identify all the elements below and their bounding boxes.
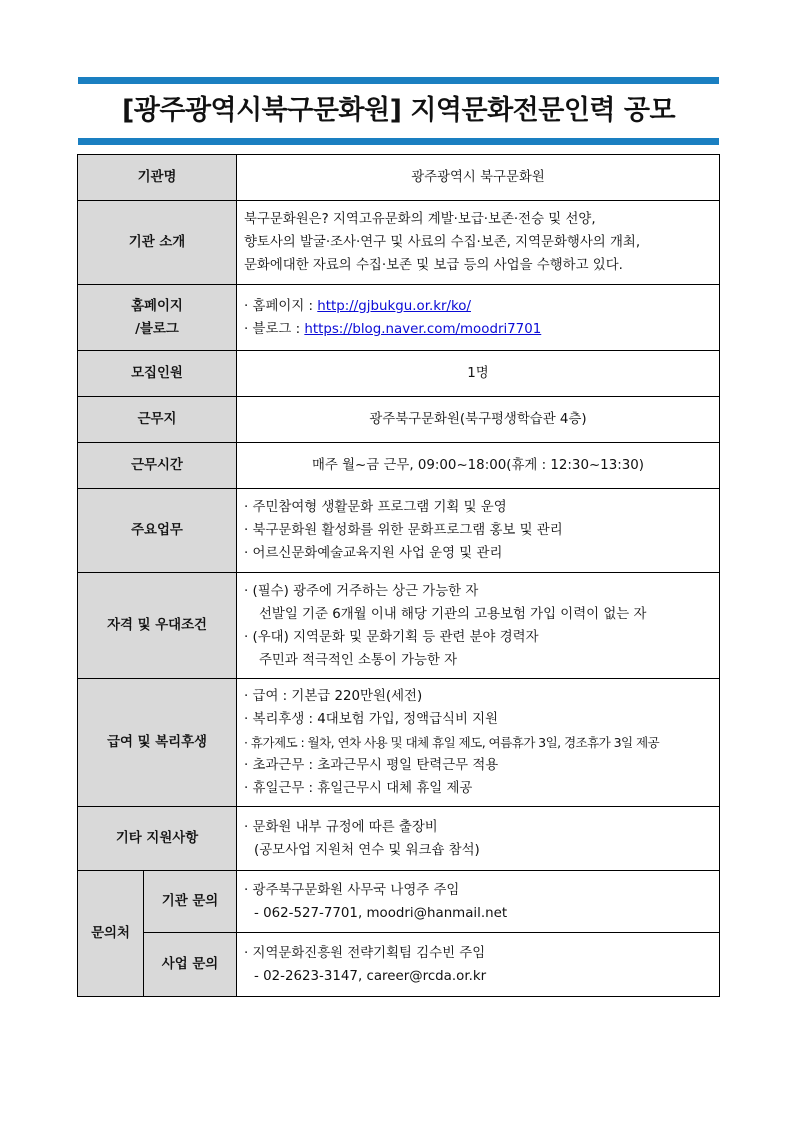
label-workplace: 근무지: [78, 397, 237, 443]
value-contact-program: [237, 933, 720, 997]
row-other: [78, 807, 720, 871]
value-workplace: 광주북구문화원(북구평생학습관 4층): [237, 397, 720, 443]
blog-link[interactable]: https://blog.naver.com/moodri7701: [304, 321, 542, 337]
contact-agency-line: - 062-527-7701, moodri@hanmail.net: [254, 905, 508, 921]
qualification-item: 주민과 적극적인 소통이 가능한 자: [259, 652, 458, 668]
benefit-item: · 휴일근무 : 휴일근무시 대체 휴일 제공: [244, 781, 473, 796]
row-agency: [78, 155, 720, 201]
label-homepage-line: 홈페이지: [131, 298, 183, 314]
label-benefits: 급여 및 복리후생: [78, 679, 237, 807]
qualification-item: 선발일 기준 6개월 이내 해당 기관의 고용보험 가입 이력이 없는 자: [259, 606, 647, 622]
value-recruit: 1명: [237, 351, 720, 397]
label-recruit: 모집인원: [78, 351, 237, 397]
row-benefits: [78, 679, 720, 807]
label-contact: 문의처: [78, 871, 144, 997]
label-other: 기타 지원사항: [78, 807, 237, 871]
value-homepage: [237, 285, 720, 351]
benefit-item: · 휴가제도 : 월차, 연차 사용 및 대체 휴일 제도, 여름휴가 3일, 경조휴가 3일 제공: [244, 735, 660, 750]
row-recruit: [78, 351, 720, 397]
duty-item: · 어르신문화예술교육지원 사업 운영 및 관리: [244, 546, 503, 561]
label-duties: 주요업무: [78, 489, 237, 573]
row-qualifications: [78, 573, 720, 679]
intro-line: 북구문화원은? 지역고유문화의 계발·보급·보존·전승 및 선양,: [244, 212, 596, 227]
row-homepage: [78, 285, 720, 351]
value-intro: [237, 201, 720, 285]
row-hours: [78, 443, 720, 489]
contact-program-line: · 지역문화진흥원 전략기획팀 김수빈 주임: [244, 945, 486, 961]
label-homepage: [78, 285, 237, 351]
value-agency: 광주광역시 북구문화원: [237, 155, 720, 201]
duty-item: · 북구문화원 활성화를 위한 문화프로그램 홍보 및 관리: [244, 523, 563, 538]
row-contact-program: [78, 933, 720, 997]
value-qualifications: [237, 573, 720, 679]
contact-agency-line: · 광주북구문화원 사무국 나영주 주임: [244, 882, 460, 898]
homepage-link[interactable]: http://gjbukgu.or.kr/ko/: [317, 298, 471, 314]
row-contact-agency: [78, 871, 720, 933]
blog-prefix: · 블로그 :: [244, 321, 305, 337]
title-rule-top: [78, 77, 719, 84]
row-workplace: [78, 397, 720, 443]
benefit-item: · 급여 : 기본급 220만원(세전): [244, 689, 423, 704]
label-contact-agency: 기관 문의: [144, 871, 237, 933]
intro-line: 향토사의 발굴·조사·연구 및 사료의 수집·보존, 지역문화행사의 개최,: [244, 235, 641, 250]
label-intro: 기관 소개: [78, 201, 237, 285]
label-blog-line: /블로그: [135, 321, 179, 337]
value-contact-agency: [237, 871, 720, 933]
label-qualifications: 자격 및 우대조건: [78, 573, 237, 679]
other-item: (공모사업 지원처 연수 및 워크숍 참석): [254, 842, 480, 858]
benefit-item: · 복리후생 : 4대보험 가입, 정액급식비 지원: [244, 712, 499, 727]
intro-line: 문화에대한 자료의 수집·보존 및 보급 등의 사업을 수행하고 있다.: [244, 258, 623, 273]
qualification-item: · (우대) 지역문화 및 문화기획 등 관련 분야 경력자: [244, 629, 539, 645]
row-intro: [78, 201, 720, 285]
value-other: [237, 807, 720, 871]
contact-program-line: - 02-2623-3147, career@rcda.or.kr: [254, 968, 487, 984]
duty-item: · 주민참여형 생활문화 프로그램 기획 및 운영: [244, 500, 507, 515]
label-contact-program: 사업 문의: [144, 933, 237, 997]
info-table: [77, 154, 720, 997]
title-rule-bottom: [78, 138, 719, 145]
homepage-line: [244, 295, 715, 318]
row-duties: [78, 489, 720, 573]
label-hours: 근무시간: [78, 443, 237, 489]
homepage-prefix: · 홈페이지 :: [244, 298, 318, 314]
other-item: · 문화원 내부 규정에 따른 출장비: [244, 819, 438, 835]
value-hours: 매주 월~금 근무, 09:00~18:00(휴게 : 12:30~13:30): [237, 443, 720, 489]
qualification-item: · (필수) 광주에 거주하는 상근 가능한 자: [244, 583, 479, 599]
document-title: [광주광역시북구문화원] 지역문화전문인력 공모: [121, 95, 676, 126]
benefit-item: · 초과근무 : 초과근무시 평일 탄력근무 적용: [244, 758, 499, 773]
blog-line: [244, 318, 715, 341]
value-benefits: [237, 679, 720, 807]
label-agency: 기관명: [78, 155, 237, 201]
value-duties: [237, 489, 720, 573]
